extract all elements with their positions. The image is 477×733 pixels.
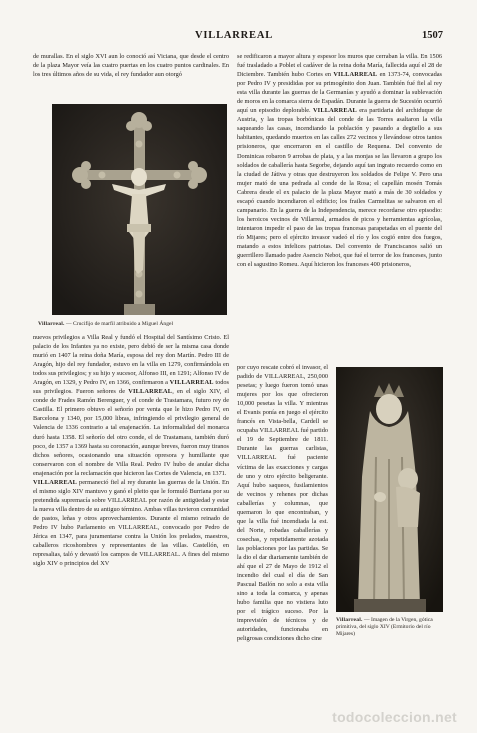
left-column-top-text <box>33 52 229 80</box>
middle-column-top-text <box>237 52 442 362</box>
caption-label: Villarreal. <box>38 321 65 327</box>
paragraph: se redificaron a mayor altura y espesor los muros que cerraban la villa. En 1506 fué trasladado a Poblet el cadáver de la reina doña María, fallecida aquí el 28 de Diciembre. También hubo Cortes en VILLARREAL en 1373-74, convocadas por Pedro IV y presididas por su primogénito don Juan. También fué fiel al rey esta villa durante las guerras de la Germanías y ayudó a dominar la sublevación de moros en la comarca sierra de Espadán. Durante la guerra de Sucesión ocurrió aquí un episodio deplorable. VILLARREAL era partidaria del archiduque de Austria, y las tropas borbónicas del conde de las Torres asaltaron la villa saqueando las casas, incendiando la población y pasando a degüello a sus habitantes, quedando muertos en las calles 272 vecinos y llevándose otros tantos prisioneros, que encerraron en el castillo de Requena. Del convento de Dominicas robaron 9 arrobas de plata, y a las monjas se las llevaron a grupo los soldados de caballería hasta Segorbe, dejando aquí tan ingrato recuerdo como en la ciudad de Játiva y otras que destruyeron los soldados de Felipe V. Pero una mujer mató de una pedrada al conde de la Rosa; el capellán mosén Tomás Cabrera desde el ex palacio de la plaza Mayor mató a más de 30 soldados y escapó cuando incendiaron el edificio; los frailes Carmelitas se salvaron en el campanario. En la guerra de la Independencia, merece recordarse otro episodio: los heroicos vecinos de Villarreal, armados de picos y herramientas agrícolas, intentaron impedir el paso de las tropas francesas parapetadas en el puente del río Mijares; pero el ejército invasor vadeó el río y los cogió entre dos fuegos, matando a estos infelices patriotas. Del convento de Franciscanos salió un guerrillero llamado padre Asencio Nebot, que fué el terror de los franceses, junto con el sagustino Romeu. Aquí hicieron los franceses 400 prisioneros, <box>237 53 442 269</box>
paragraph: de murallas. En el siglo XVI aun lo conoció así Viciana, que desde el centro de la plaza Mayor veía las cuatro puertas en los cuatro puntos cardinales. En los tres últimos años de su vida, el rey fundador aun otorgó <box>33 53 229 79</box>
watermark: todocoleccion.net <box>332 709 457 725</box>
middle-column-narrow-text <box>237 363 328 643</box>
crucifix-photo <box>52 104 227 315</box>
paragraph: VILLARREAL permaneció fiel al rey durante las guerras de la Unión. En el mismo siglo XIV mantuvo y ganó el pleito que le formuló Burriana por su pretendida supremacía sobre VILLARREAL por razón de antigüedad y estar la nueva villa dentro de su antiguo término. Ambas villas tuvieron comunidad de pastos, leñas y otros aprovechamientos. Durante el mismo reinado de Pedro IV hubo Parlamento en VILLARREAL, convocado por Pedro de Jérica en 1347, para juramentarse contra la Unión los prelados, maestros, caballeros ricoshombres y representantes de las villas. Castellón, en represalias, taló y devastó los campos de VILLARREAL. A fines del mismo siglo XIV o principios del XV <box>33 478 229 568</box>
crucifix-illustration <box>52 104 227 315</box>
running-title: VILLARREAL <box>195 30 274 41</box>
caption-text: — Imagen de la Virgen, gótica primitiva, del siglo XIV (Ermitorio del río Mijares) <box>336 617 433 638</box>
virgin-statue-photo <box>336 367 443 612</box>
crucifix-caption <box>38 321 238 328</box>
left-column-bottom-text <box>33 333 229 695</box>
paragraph: por cuyo rescate cobró el invasor, el padido de VILLARREAL, 250,000 pesetas; y luego fueron tomó unas mujeres por los que ofrecieron 10,000 pesetas la villa. Y mientras el Evanis ponía en juego el ejército francés en Vista-bella, Cardell se ocupaba VILLARREAL fué partido el 19 de Septiembre de 1811. Durante las guerras carlistas, VILLARREAL fué paciente víctima de las exacciones y cargas de uno y otro ejército beligerante. Aquí hubo saqueos, fusilamientos de vecinos y rehenes por dichas caballerías y columnas, que quemaron lo que encontraban, y que la villa fué incendiada la est. del Norte, robadas caballerías y cosechas, y repetidamente azotada las poblaciones por las partidas. Se la dio el dar diariamente también de ahí que el 27 de Mayo de 1912 el incendio del cual el día de San Pascual Bailón no solo a esta villa sino a toda la comarca, y apenas hubo familia que no vistiera luto por el trágico suceso. Por la imprevisión de técnicos y de autoridades, funcionaba en peligrosas condiciones dicho cine <box>237 364 328 643</box>
paragraph: nuevos privilegios a Villa Real y fundó el Hospital del Santísimo Cristo. El palacio de los Infantes ya no existe, pero debió de ser la misma casa donde murió en 1407 la reina doña María, esposa del rey don Martín. Pedro III de Aragón, hijo del rey fundador, estuvo en la villa en 1279, confirmándola en todos sus privilegios; y su hijo y sucesor, Alfonso III, en 1291; Alfonso IV de Aragón, en 1329, y Pedro IV, en 1366, confirmaron a VILLARREAL todos sus privilegios. Fueron señores de VILLARREAL, en el siglo XIV, el conde de Frades Ramón Berenguer, y el conde de Trastamara, futuro rey de Castilla. El primero obtuvo el señorío por venta que le hizo Pedro IV, en Barcelona y 1340, por 15,000 libras, infringiendo el privilegio general de Valencia de 1336 contrario a tal enajenación. La informalidad del monarca duró hasta 1358. El señorío del otro conde, el de Trastamara, también duró poco, de 1357 a 1369 hasta su coronación, aunque breves, fueron muy tiranos dichos señores, ocasionando una situación opresora y humillante que conservaron con el nombre de Villa Real. Pedro IV hubo de anular dicha enajenación por la reclamación que hicieron las Cortes de Valencia, en 1371. <box>33 334 229 477</box>
virgin-statue-illustration <box>336 367 443 612</box>
page-header <box>0 30 477 44</box>
caption-text: — Crucifijo de marfil atribuido a Miguel Ángel <box>64 321 174 327</box>
virgin-caption <box>336 617 444 639</box>
caption-label: Villarreal. <box>336 617 363 623</box>
page-number: 1507 <box>422 30 443 41</box>
